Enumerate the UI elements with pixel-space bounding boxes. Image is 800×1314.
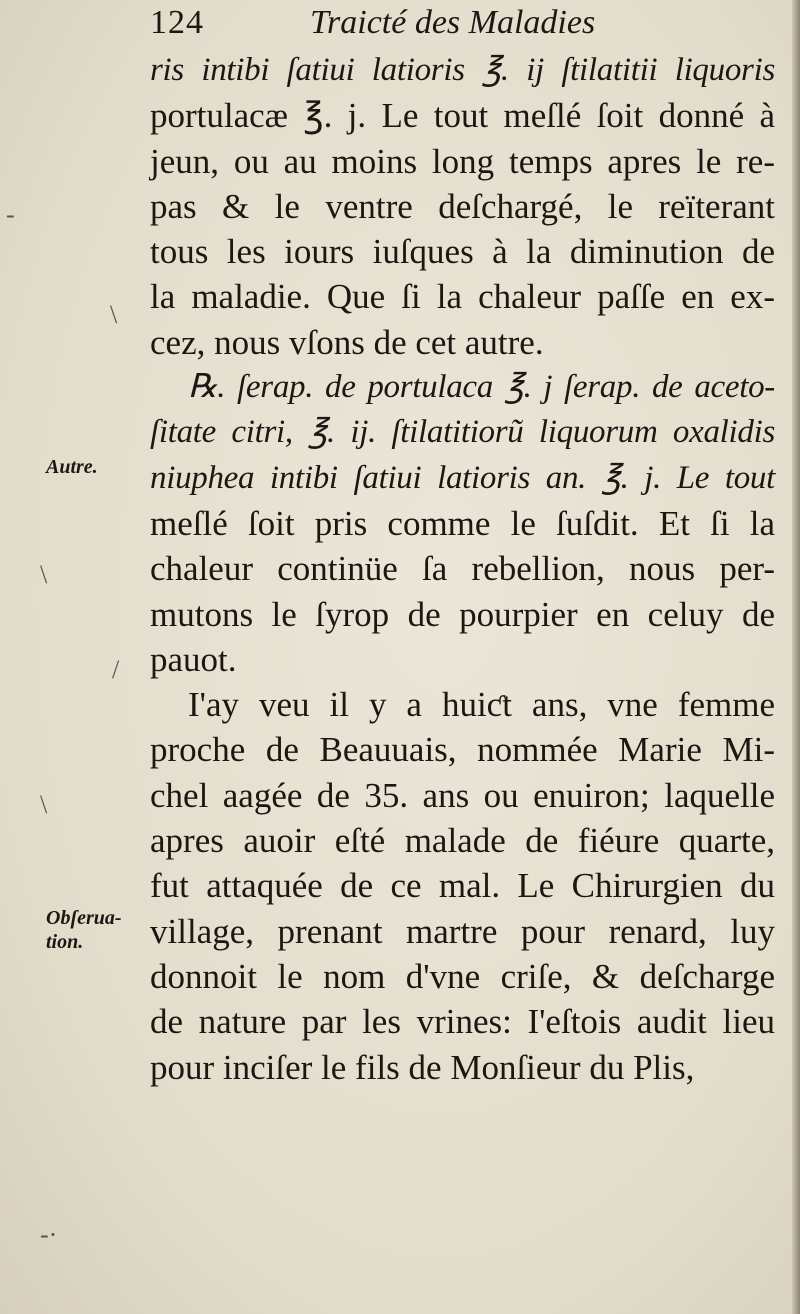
page-header <box>150 4 750 48</box>
text-line: la maladie. Que ſi la chaleur paſſe en ex- <box>150 277 775 317</box>
page-gutter <box>792 0 800 1314</box>
text-line: proche de Beauuais, nommée Marie Mi- <box>150 730 775 770</box>
text-line: ſitate citri, ℥. ij. ſtilatitiorũ liquorum oxalidis <box>150 414 775 451</box>
ink-mark: -· <box>40 1220 58 1249</box>
text-line: cez, nous vſons de cet autre. <box>150 322 544 362</box>
ink-mark: \ <box>40 560 48 589</box>
ink-mark: \ <box>110 300 118 329</box>
text-line: ℞. ſerap. de portulaca ℥. j ſerap. de aceto- <box>188 369 775 406</box>
text-line: portulacæ ℥. j. Le tout meſlé ſoit donné à <box>150 96 775 136</box>
text-line: tous les iours iuſques à la diminution de <box>150 232 775 272</box>
ink-mark: / <box>112 655 120 684</box>
ink-mark: \ <box>40 790 48 819</box>
text-line: pauot. <box>150 639 237 679</box>
text-line: de nature par les vrines: I'eſtois audit lieu <box>150 1002 775 1042</box>
running-title: Traicté des Maladies <box>310 4 596 41</box>
text-line: jeun, ou au moins long temps apres le re- <box>150 141 775 181</box>
text-line: fut attaquée de ce mal. Le Chirurgien du <box>150 866 775 906</box>
text-line: pour inciſer le fils de Monſieur du Plis, <box>150 1047 695 1087</box>
text-line: niuphea intibi ſatiui latioris an. ℥. j. Le tout <box>150 459 775 496</box>
text-line: village, prenant martre pour renard, luy <box>150 911 775 951</box>
margin-note-observation <box>46 906 122 954</box>
text-line: chel aagée de 35. ans ou enuiron; laquelle <box>150 775 775 815</box>
page-number: 124 <box>150 4 204 41</box>
text-line: meſlé ſoit pris comme le ſuſdit. Et ſi la <box>150 503 775 543</box>
margin-note-autre: Autre. <box>46 456 98 478</box>
text-line: donnoit le nom d'vne criſe, & deſcharge <box>150 956 775 996</box>
ink-mark: - <box>6 200 15 229</box>
text-line: pas & le ventre deſchargé, le reïterant <box>150 186 775 226</box>
text-line: I'ay veu il y a huiƈt ans, vne femme <box>188 685 775 725</box>
text-line: chaleur continüe ſa rebellion, nous per- <box>150 549 775 589</box>
text-line: apres auoir eſté malade de fiéure quarte, <box>150 821 775 861</box>
margin-note-observation-line1: Obſerua- <box>46 907 122 929</box>
main-text <box>150 48 775 1090</box>
text-line: ris intibi ſatiui latioris ℥. ij ſtilatitii liquoris <box>150 52 775 88</box>
text-line: mutons le ſyrop de pourpier en celuy de <box>150 594 775 634</box>
margin-note-observation-line2: tion. <box>46 931 84 953</box>
